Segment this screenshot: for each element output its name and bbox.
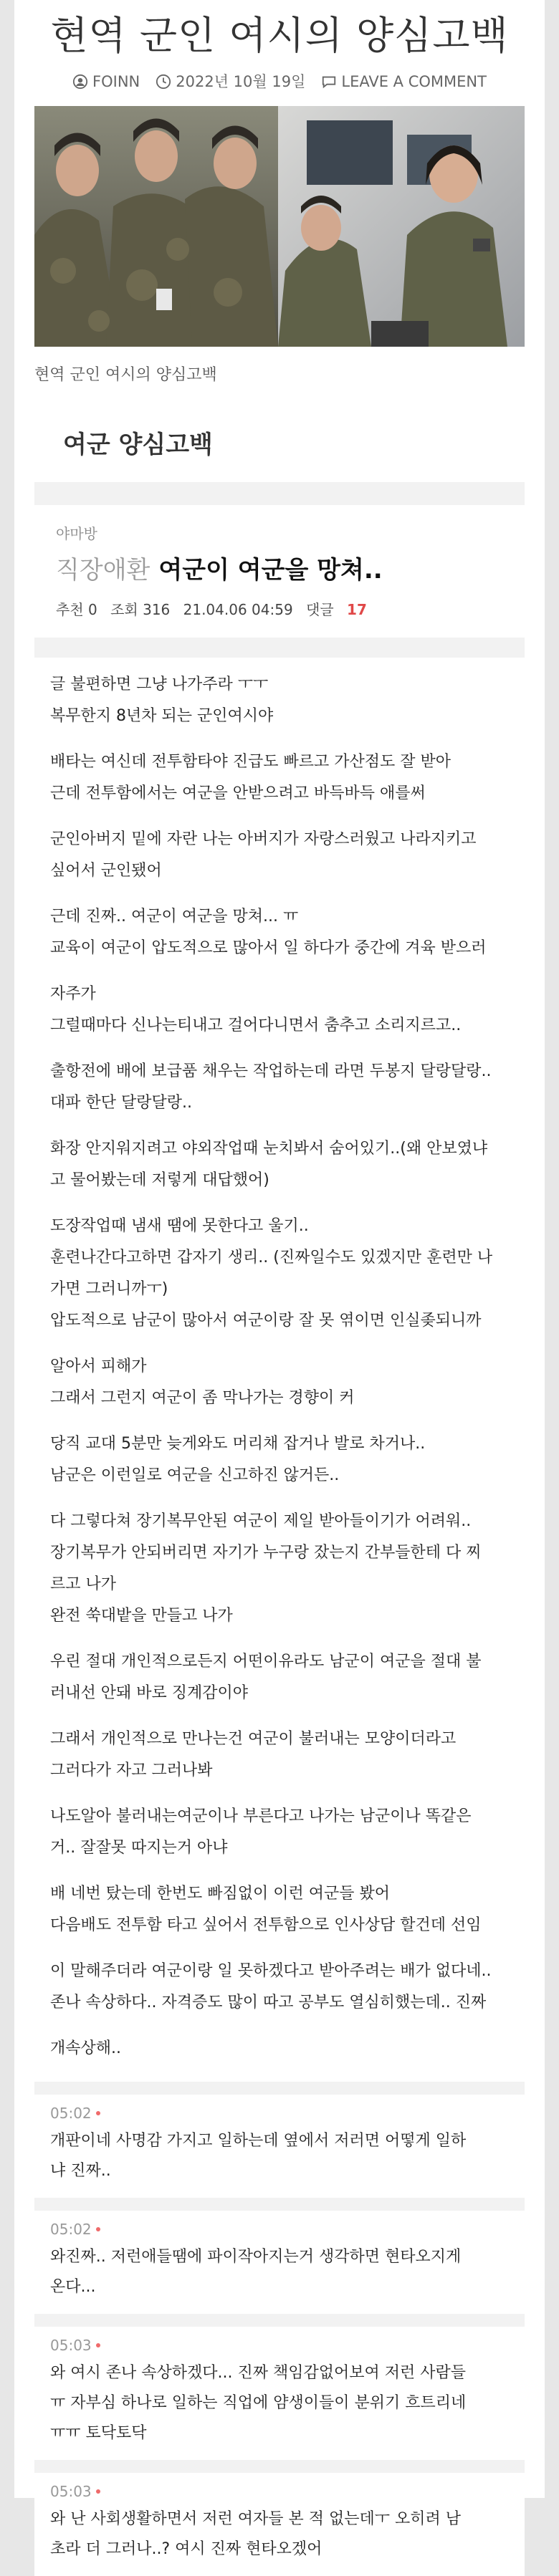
post-paragraph: 알아서 피해가 그래서 그런지 여군이 좀 막나가는 경향이 커 bbox=[50, 1357, 355, 1407]
comment-item bbox=[34, 2211, 525, 2314]
comment-item bbox=[34, 2095, 525, 2198]
comment-list bbox=[34, 2095, 525, 2576]
post-paragraph: 근데 진짜.. 여군이 여군을 망쳐... ㅠ 교육이 여군이 압도적으로 많아서 일 하다가 중간에 겨육 받으러 bbox=[50, 908, 487, 957]
comment-link[interactable] bbox=[321, 69, 487, 95]
recommend-count: 추천 0 bbox=[56, 601, 97, 618]
comment-timestamp: 05:02 bbox=[50, 2221, 92, 2238]
new-dot-icon bbox=[96, 2227, 100, 2231]
post-title: 여군이 여군을 망쳐.. bbox=[158, 556, 383, 585]
article-page bbox=[14, 0, 545, 2558]
post-paragraph: 배 네번 탔는데 한번도 빠짐없이 이런 여군들 봤어 다음배도 전투함 타고 싶어서 전투함으로 인사상담 할건데 선임 bbox=[50, 1885, 482, 1934]
comment-timestamp: 05:03 bbox=[50, 2337, 92, 2354]
soldiers-photo bbox=[34, 106, 525, 347]
comment-timestamp: 05:03 bbox=[50, 2483, 92, 2500]
post-paragraph: 출항전에 배에 보급품 채우는 작업하는데 라면 두봉지 달랑달랑.. 대파 한단 달랑달랑.. bbox=[50, 1062, 492, 1112]
new-dot-icon bbox=[96, 2489, 100, 2494]
comment-time bbox=[50, 2221, 509, 2238]
comment-time bbox=[50, 2483, 509, 2500]
comment-count bbox=[306, 601, 376, 618]
clock-icon bbox=[156, 74, 171, 90]
post-paragraph: 도장작업때 냄새 땜에 못한다고 울기.. 훈련나간다고하면 갑자기 생리.. (진짜일수도 있겠지만 훈련만 나 가면 그러니까ㅜ) 압도적으로 남군이 많아서 여군이랑 잘 못 엮이면 인실좆되니까 bbox=[50, 1217, 493, 1330]
post-paragraph: 나도알아 불러내는여군이나 부른다고 나가는 남군이나 똑같은 거.. 잘잘못 따지는거 아냐 bbox=[50, 1807, 472, 1857]
post-datetime: 21.04.06 04:59 bbox=[183, 601, 293, 618]
post-paragraph: 글 불편하면 그냥 나가주라 ㅜㅜ 복무한지 8년차 되는 군인여시야 bbox=[50, 676, 274, 725]
user-icon bbox=[72, 74, 88, 90]
board-name: 야마방 bbox=[56, 525, 97, 542]
comment-item bbox=[34, 2473, 525, 2576]
section-title: 여군 양심고백 bbox=[34, 402, 525, 482]
comment-time bbox=[50, 2105, 509, 2122]
comment-text: 와 난 사회생활하면서 저런 여자들 본 적 없는데ㅜ 오히려 남 초라 더 그러나..? 여시 진짜 현타오겠어 bbox=[50, 2510, 461, 2558]
post-paragraph: 다 그렇다쳐 장기복무안된 여군이 제일 받아들이기가 어려워.. 장기복무가 안되버리면 자기가 누구랑 잤는지 간부들한테 다 찌 르고 나가 완전 쑥대밭을 만들고 나가 bbox=[50, 1512, 482, 1625]
speech-bubble-icon bbox=[321, 74, 337, 90]
comment-timestamp: 05:02 bbox=[50, 2105, 92, 2122]
post-headline bbox=[56, 550, 503, 585]
article-title: 현역 군인 여시의 양심고백 bbox=[50, 13, 509, 58]
post-header-card bbox=[34, 505, 525, 638]
comment-link-label[interactable]: LEAVE A COMMENT bbox=[341, 73, 487, 90]
view-count: 조회 316 bbox=[110, 601, 171, 618]
post-date: 2022년 10월 19일 bbox=[176, 73, 306, 90]
image-caption: 현역 군인 여시의 양심고백 bbox=[34, 366, 217, 384]
author-name[interactable]: FOINN bbox=[92, 73, 140, 90]
author-meta[interactable] bbox=[72, 69, 140, 95]
comment-item bbox=[34, 2327, 525, 2460]
new-dot-icon bbox=[96, 2111, 100, 2115]
post-paragraph: 배타는 여신데 전투함타야 진급도 빠르고 가산점도 잘 받아 근데 전투함에서는 여군을 안받으려고 바득바득 애를써 bbox=[50, 753, 452, 802]
comment-text: 와진짜.. 저런애들땜에 파이작아지는거 생각하면 현타오지게 온다... bbox=[50, 2248, 462, 2296]
post-paragraph: 우린 절대 개인적으로든지 어떤이유라도 남군이 여군을 절대 불 러내선 안돼 바로 징계감이야 bbox=[50, 1653, 482, 1702]
post-body bbox=[34, 658, 525, 2082]
comment-text: 개판이네 사명감 가지고 일하는데 옆에서 저러면 어떻게 일하 냐 진짜.. bbox=[50, 2132, 467, 2180]
post-paragraph: 이 말해주더라 여군이랑 일 못하겠다고 받아주려는 배가 없다네.. 존나 속상하다.. 자격증도 많이 따고 공부도 열심히했는데.. 진짜 bbox=[50, 1962, 492, 2012]
new-dot-icon bbox=[96, 2343, 100, 2347]
post-paragraph: 군인아버지 밑에 자란 나는 아버지가 자랑스러웠고 나라지키고 싶어서 군인됐어 bbox=[50, 830, 477, 880]
community-post-screenshot bbox=[34, 402, 525, 2558]
post-paragraph: 개속상해.. bbox=[50, 2039, 121, 2057]
post-paragraph: 화장 안지워지려고 야외작업때 눈치봐서 숨어있기..(왜 안보였냐 고 물어봤는데 저렇게 대답했어) bbox=[50, 1140, 488, 1189]
date-meta bbox=[156, 69, 305, 95]
post-category: 직장애환 bbox=[56, 556, 150, 585]
post-stats bbox=[56, 598, 503, 619]
post-paragraph: 자주가 그럴때마다 신나는티내고 걸어다니면서 춤추고 소리지르고.. bbox=[50, 985, 462, 1034]
comment-count-label: 댓글 bbox=[306, 601, 334, 618]
comment-time bbox=[50, 2337, 509, 2354]
post-paragraph: 그래서 개인적으로 만나는건 여군이 불러내는 모양이더라고 그러다가 자고 그러나봐 bbox=[50, 1730, 457, 1779]
comment-count-number: 17 bbox=[347, 601, 367, 618]
comment-text: 와 여시 존나 속상하겠다... 진짜 책임감없어보여 저런 사람들 ㅠ 자부심 하나로 일하는 직업에 얌생이들이 분위기 흐트리네 ㅠㅠ 토닥토닥 bbox=[50, 2364, 467, 2442]
post-paragraph: 당직 교대 5분만 늦게와도 머리채 잡거나 발로 차거나.. 남군은 이런일로 여군을 신고하진 않거든.. bbox=[50, 1435, 426, 1484]
article-meta bbox=[14, 69, 545, 95]
hero-image bbox=[34, 106, 525, 347]
